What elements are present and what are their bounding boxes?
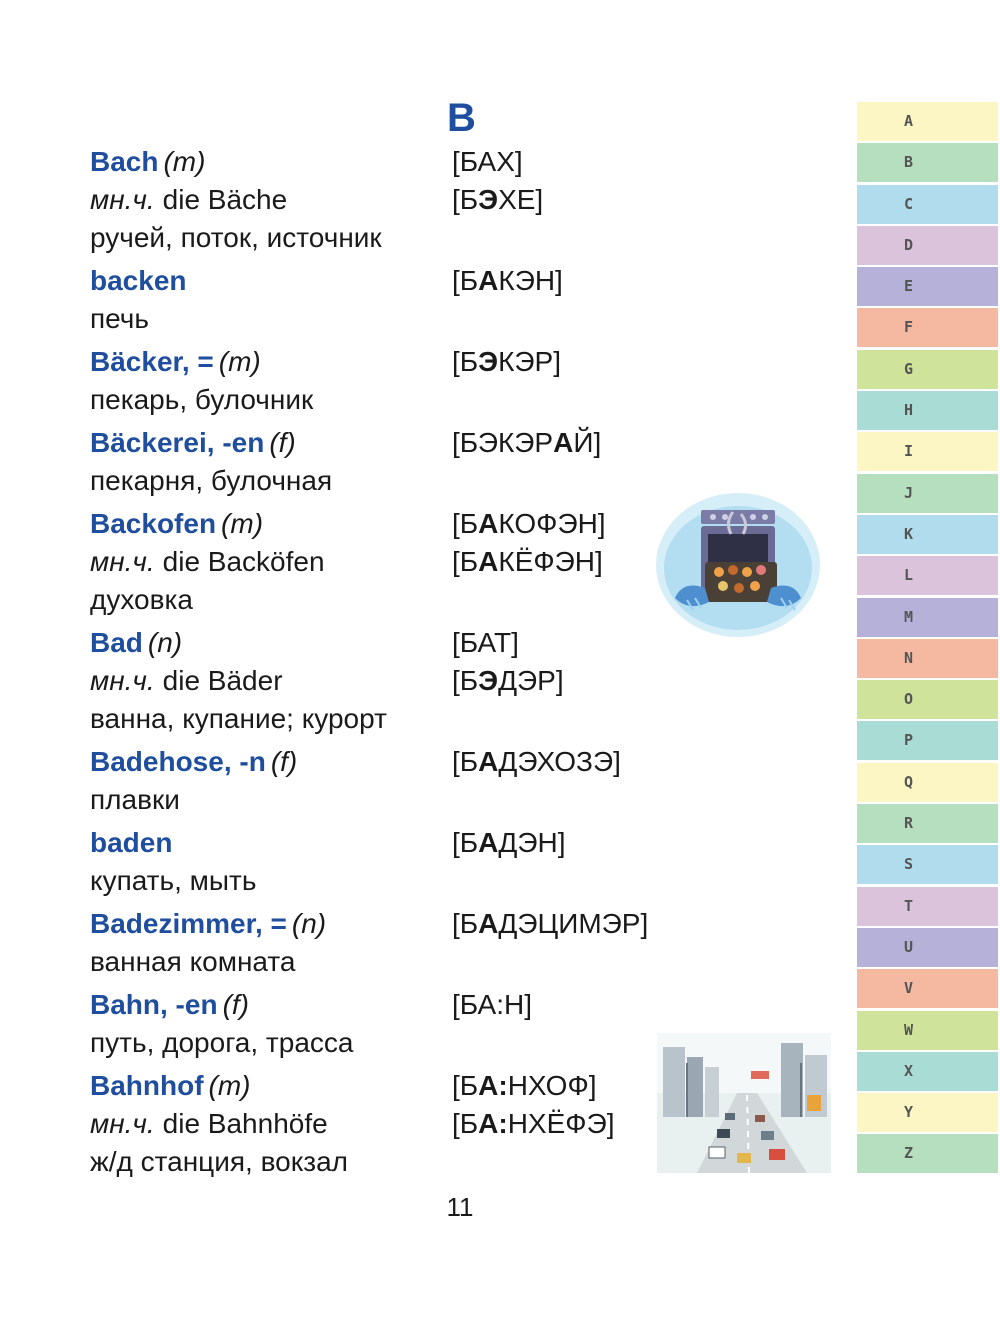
- transcription-part: [БЭКЭР: [452, 427, 554, 458]
- grammar-note: (n): [147, 627, 183, 658]
- transcription: [452, 624, 519, 662]
- transcription: [452, 824, 565, 862]
- transcription: [452, 505, 606, 543]
- transcription-part: ХЕ]: [498, 184, 544, 215]
- alphabet-tab-p[interactable]: P: [857, 721, 998, 760]
- translation: путь, дорога, трасса: [90, 1027, 354, 1058]
- translation: ж/д станция, вокзал: [90, 1146, 349, 1177]
- transcription: [452, 905, 648, 943]
- transcription-part: [Б: [452, 1108, 479, 1139]
- alphabet-tab-k[interactable]: K: [857, 515, 998, 554]
- entry-line: [90, 743, 650, 781]
- alphabet-tab-z[interactable]: Z: [857, 1134, 998, 1173]
- entry-line: [90, 343, 650, 381]
- entry-line: [90, 862, 650, 900]
- stressed-syllable: А:: [478, 1108, 508, 1139]
- street-icon: [657, 1033, 831, 1173]
- alphabet-tab-n[interactable]: N: [857, 639, 998, 678]
- transcription-part: [Б: [452, 508, 479, 539]
- entry-line: [90, 1024, 650, 1062]
- translation: духовка: [90, 584, 193, 615]
- page-number: 11: [446, 1192, 474, 1222]
- alphabet-tab-a[interactable]: A: [857, 102, 998, 141]
- transcription-part: КОФЭН]: [498, 508, 606, 539]
- entry-line: [90, 824, 650, 862]
- translation: пекарь, булочник: [90, 384, 314, 415]
- grammar-note: (n): [291, 908, 327, 939]
- transcription: [452, 543, 603, 581]
- stressed-syllable: А:: [478, 1070, 508, 1101]
- transcription-part: ДЭН]: [498, 827, 566, 858]
- stressed-syllable: Э: [478, 184, 499, 215]
- alphabet-tab-c[interactable]: C: [857, 185, 998, 224]
- entry-line: [90, 143, 650, 181]
- alphabet-tab-e[interactable]: E: [857, 267, 998, 306]
- transcription: [452, 1105, 614, 1143]
- alphabet-tab-u[interactable]: U: [857, 928, 998, 967]
- headword: Bäcker, =: [90, 346, 214, 377]
- stressed-syllable: А: [478, 827, 499, 858]
- transcription-part: КЁФЭН]: [498, 546, 603, 577]
- transcription-part: НХЁФЭ]: [507, 1108, 615, 1139]
- stressed-syllable: Э: [478, 346, 499, 377]
- headword: baden: [90, 827, 173, 858]
- entry-line: [90, 300, 650, 338]
- alphabet-tab-j[interactable]: J: [857, 474, 998, 513]
- grammar-note: (f): [222, 989, 249, 1020]
- transcription-part: КЭР]: [498, 346, 561, 377]
- translation: купать, мыть: [90, 865, 257, 896]
- translation: ванная комната: [90, 946, 296, 977]
- alphabet-tab-q[interactable]: Q: [857, 763, 998, 802]
- grammar-note: (f): [270, 746, 298, 777]
- headword: Bad: [90, 627, 143, 658]
- headword: Backofen: [90, 508, 217, 539]
- transcription-part: [Б: [452, 346, 479, 377]
- transcription-part: [Б: [452, 184, 479, 215]
- translation: печь: [90, 303, 149, 334]
- entry-line: [90, 381, 650, 419]
- transcription: [452, 262, 563, 300]
- alphabet-tab-o[interactable]: O: [857, 680, 998, 719]
- plural-form: die Backöfen: [162, 546, 325, 577]
- transcription-part: КЭН]: [498, 265, 563, 296]
- alphabet-tab-x[interactable]: X: [857, 1052, 998, 1091]
- entry-line: [90, 505, 650, 543]
- stressed-syllable: Э: [478, 665, 499, 696]
- transcription-part: Й]: [573, 427, 602, 458]
- entry-line: [90, 662, 650, 700]
- plural-form: die Bäder: [162, 665, 283, 696]
- transcription-part: [БАХ]: [452, 146, 523, 177]
- transcription-part: [Б: [452, 546, 479, 577]
- plural-label: мн.ч.: [90, 546, 155, 577]
- transcription-part: НХОФ]: [507, 1070, 597, 1101]
- stressed-syllable: А: [478, 908, 499, 939]
- grammar-note: (m): [221, 508, 264, 539]
- plural-form: die Bäche: [162, 184, 288, 215]
- entry-line: [90, 219, 650, 257]
- headword: Bäckerei, -en: [90, 427, 265, 458]
- transcription: [452, 343, 561, 381]
- stressed-syllable: А: [478, 508, 499, 539]
- grammar-note: (m): [208, 1070, 251, 1101]
- grammar-note: (m): [163, 146, 206, 177]
- entry-line: [90, 781, 650, 819]
- alphabet-tab-d[interactable]: D: [857, 226, 998, 265]
- alphabet-tab-w[interactable]: W: [857, 1011, 998, 1050]
- alphabet-tab-h[interactable]: H: [857, 391, 998, 430]
- transcription-part: [БА:Н]: [452, 989, 532, 1020]
- transcription: [452, 1067, 597, 1105]
- transcription: [452, 662, 564, 700]
- transcription: [452, 143, 523, 181]
- alphabet-tab-y[interactable]: Y: [857, 1093, 998, 1132]
- alphabet-tab-t[interactable]: T: [857, 887, 998, 926]
- translation: ванна, купание; курорт: [90, 703, 387, 734]
- oven-illustration: [653, 490, 823, 640]
- alphabet-tab-s[interactable]: S: [857, 845, 998, 884]
- headword: Bahnhof: [90, 1070, 204, 1101]
- translation: ручей, поток, источник: [90, 222, 382, 253]
- alphabet-index: [857, 102, 998, 1176]
- grammar-note: (f): [269, 427, 296, 458]
- headword: Badezimmer, =: [90, 908, 287, 939]
- stressed-syllable: А: [478, 265, 499, 296]
- transcription-part: ДЭЦИМЭР]: [498, 908, 649, 939]
- stressed-syllable: А: [478, 546, 499, 577]
- alphabet-tab-g[interactable]: G: [857, 350, 998, 389]
- transcription-part: ДЭХОЗЭ]: [498, 746, 621, 777]
- alphabet-tab-l[interactable]: L: [857, 556, 998, 595]
- transcription-part: [Б: [452, 827, 479, 858]
- transcription-part: [БАТ]: [452, 627, 519, 658]
- transcription-part: [Б: [452, 746, 479, 777]
- oven-icon: [653, 490, 823, 640]
- entry-line: [90, 1143, 650, 1181]
- entry-line: [90, 581, 650, 619]
- transcription-part: [Б: [452, 265, 479, 296]
- transcription: [452, 986, 532, 1024]
- entry-line: [90, 1067, 650, 1105]
- entry-line: [90, 462, 650, 500]
- transcription: [452, 743, 621, 781]
- plural-form: die Bahnhöfe: [162, 1108, 328, 1139]
- entry-line: [90, 905, 650, 943]
- alphabet-tab-m[interactable]: M: [857, 598, 998, 637]
- entry-line: [90, 1105, 650, 1143]
- alphabet-tab-f[interactable]: F: [857, 308, 998, 347]
- alphabet-tab-b[interactable]: B: [857, 143, 998, 182]
- entry-line: [90, 543, 650, 581]
- section-letter: B: [447, 96, 476, 140]
- entry-line: [90, 181, 650, 219]
- plural-label: мн.ч.: [90, 665, 155, 696]
- transcription-part: [Б: [452, 1070, 479, 1101]
- entry-line: [90, 624, 650, 662]
- entry-line: [90, 262, 650, 300]
- alphabet-tab-v[interactable]: V: [857, 969, 998, 1008]
- transcription-part: [Б: [452, 665, 479, 696]
- grammar-note: (m): [218, 346, 261, 377]
- plural-label: мн.ч.: [90, 1108, 155, 1139]
- transcription-part: [Б: [452, 908, 479, 939]
- transcription: [452, 181, 543, 219]
- city-street-illustration: [657, 1033, 831, 1173]
- translation: пекарня, булочная: [90, 465, 333, 496]
- alphabet-tab-r[interactable]: R: [857, 804, 998, 843]
- entry-line: [90, 986, 650, 1024]
- transcription: [452, 424, 601, 462]
- dictionary-entries: [90, 143, 650, 1181]
- entry-line: [90, 424, 650, 462]
- transcription-part: ДЭР]: [498, 665, 564, 696]
- stressed-syllable: А: [553, 427, 574, 458]
- entry-line: [90, 700, 650, 738]
- headword: Bach: [90, 146, 159, 177]
- plural-label: мн.ч.: [90, 184, 155, 215]
- headword: Bahn, -en: [90, 989, 218, 1020]
- headword: backen: [90, 265, 187, 296]
- headword: Badehose, -n: [90, 746, 266, 777]
- alphabet-tab-i[interactable]: I: [857, 432, 998, 471]
- entry-line: [90, 943, 650, 981]
- stressed-syllable: А: [478, 746, 499, 777]
- translation: плавки: [90, 784, 180, 815]
